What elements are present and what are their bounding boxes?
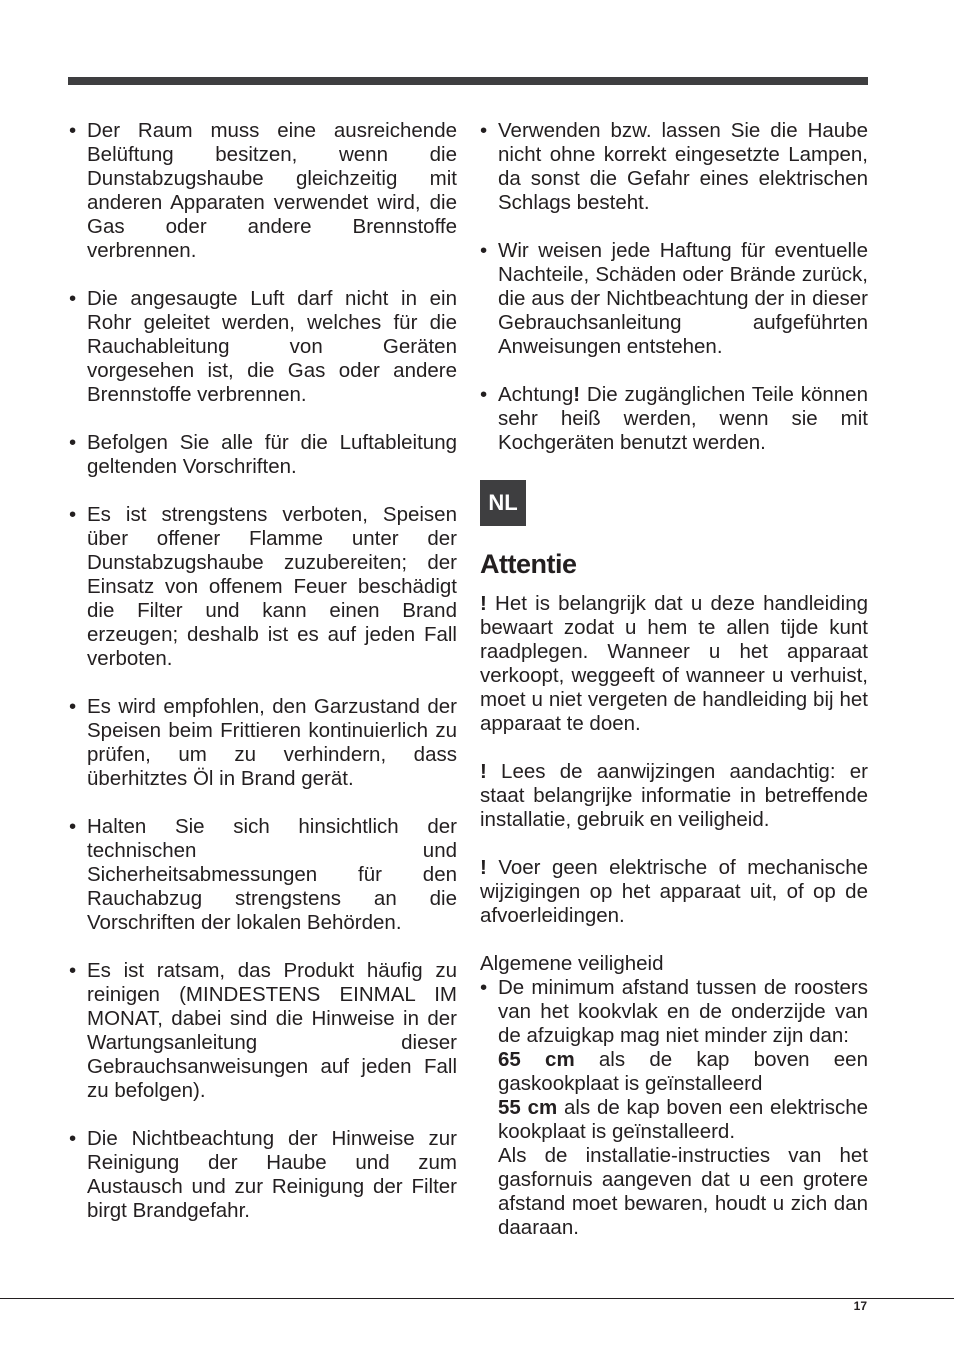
gas-distance: 65 cm als de kap boven een gaskookplaat is geïnstalleerd [498,1048,868,1095]
section-title: Attentie [480,549,577,579]
list-item: • Die angesaugte Luft darf nicht in ein Rohr geleitet werden, welches für die Rauchableitung von Geräten vorgesehen ist, die Gas oder andere Brennstoffe verbrennen. [67,287,457,407]
list-item: • Der Raum muss eine ausreichende Belüftung besitzen, wenn die Dunstabzugshaube gleichzeitig mit anderen Apparaten verwendet wird, die Gas oder andere Brennstoffe verbrennen. [67,119,457,263]
list-item: • Es ist strengstens verboten, Speisen über offener Flamme unter der Dunstabzugshaube zuzubereiten; der Einsatz von offenem Feuer beschädigt die Filter und kann einen Brand erzeugen; deshalb ist es auf jeden Fall verboten. [67,503,457,671]
list-item [478,976,868,1240]
exclamation-mark: ! [573,383,581,406]
language-badge: NL [480,480,526,526]
list-item: • Die Nichtbeachtung der Hinweise zur Reinigung der Haube und zum Austausch und zur Reinigung der Filter birgt Brandgefahr. [67,1127,457,1223]
gas-distance-value: 65 cm [498,1048,575,1071]
list-item: • Halten Sie sich hinsichtlich der technischen und Sicherheitsabmessungen für den Rauchabzug strengstens an die Vorschriften der lokalen Behörden. [67,815,457,935]
distance-intro: • De minimum afstand tussen de roosters van het kookvlak en de onderzijde van de afzuigkap mag niet minder zijn dan: [498,976,868,1047]
distance-note: Als de installatie-instructies van het gasfornuis aangeven dat u een grotere afstand moet bewaren, houdt u zich dan daaraan. [498,1144,868,1239]
list-item-warning [478,383,868,455]
electric-distance: 55 cm als de kap boven een elektrische kookplaat is geïnstalleerd. [498,1096,868,1143]
list-item: • Befolgen Sie alle für die Luftableitung geltenden Vorschriften. [67,431,457,479]
page-number: 17 [853,1299,867,1313]
header-bar [68,77,868,85]
left-column [67,119,457,1247]
list-item: • Wir weisen jede Haftung für eventuelle Nachteile, Schäden oder Brände zurück, die aus der Nichtbeachtung der in dieser Gebrauchsanleitung aufgeführten Anweisungen entstehen. [478,239,868,359]
footer-rule [0,1298,954,1299]
list-item: • Es wird empfohlen, den Garzustand der Speisen beim Frittieren kontinuierlich zu prüfen, um zu verhindern, dass überhitztes Öl in Brand gerät. [67,695,457,791]
right-column [478,119,868,1240]
exclamation-mark: ! [480,856,487,879]
list-item: • Verwenden bzw. lassen Sie die Haube nicht ohne korrekt eingesetzte Lampen, da sonst die Gefahr eines elektrischen Schlags besteht. [478,119,868,215]
warning-label: Achtung [498,383,574,406]
safety-list-nl [478,976,868,1240]
paragraph: ! Lees de aanwijzingen aandachtig: er staat belangrijke informatie in betreffende installatie, gebruik en veiligheid. [480,760,868,831]
warning-text: Die zugänglichen Teile können sehr heiß werden, wenn sie mit Kochgeräten benutzt werden. [498,383,868,454]
list-item: • Es ist ratsam, das Produkt häufig zu reinigen (MINDESTENS EINMAL IM MONAT, dabei sind die Hinweise in der Wartungsanleitung dieser Gebrauchsanweisungen auf jeden Fall zu befolgen). [67,959,457,1103]
subheading: Algemene veiligheid [480,952,664,975]
paragraph: ! Voer geen elektrische of mechanische wijzigingen op het apparaat uit, of op de afvoerleidingen. [480,856,868,927]
exclamation-mark: ! [480,760,487,783]
electric-distance-value: 55 cm [498,1096,558,1119]
paragraph: ! Het is belangrijk dat u deze handleiding bewaart zodat u hem te allen tijde kunt raadplegen. Wanneer u het apparaat verkoopt, weggeeft of wanneer u verhuist, moet u niet vergeten de handleiding bij het apparaat te doen. [480,592,868,735]
safety-list-de [67,119,457,1223]
exclamation-mark: ! [480,592,487,615]
safety-list-de-continued [478,119,868,455]
